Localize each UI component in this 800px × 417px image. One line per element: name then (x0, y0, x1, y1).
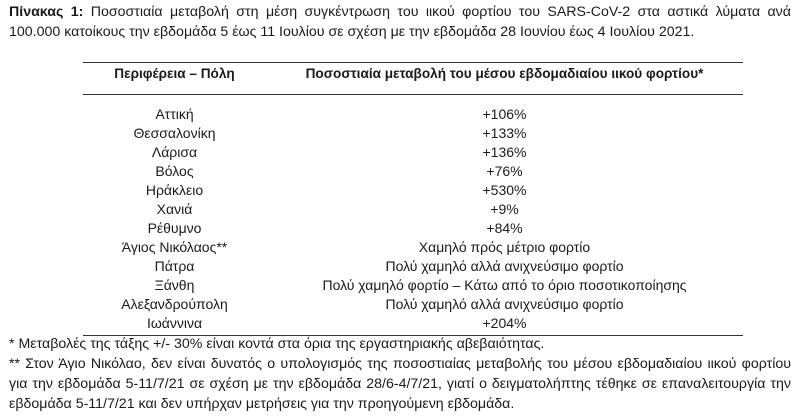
table-row (83, 276, 743, 295)
cell-region: Ιωάννινα (146, 315, 203, 331)
table-row (83, 238, 743, 257)
footnote-1: * Μεταβολές της τάξης +/- 30% είναι κοντά στα όρια της εργαστηριακής αβεβαιότητας. (9, 336, 545, 352)
cell-region: Ρέθυμνο (147, 220, 202, 236)
table-row (83, 200, 743, 219)
cell-change: Πολύ χαμηλό αλλά ανιχνεύσιμο φορτίο (385, 258, 624, 274)
cell-region: Αλεξανδρούπολη (121, 296, 228, 312)
cell-region: Ξάνθη (154, 277, 195, 293)
table-row (83, 257, 743, 276)
cell-change: Πολύ χαμηλό φορτίο – Κάτω από το όριο ποσοτικοποίησης (322, 277, 687, 293)
table-body (83, 95, 743, 333)
cell-change: +9% (490, 201, 519, 217)
results-table (83, 62, 743, 336)
table-header-row (83, 63, 743, 93)
table-row (83, 162, 743, 181)
table-caption (9, 2, 791, 42)
cell-region: Πάτρα (154, 258, 195, 274)
cell-region: Βόλος (155, 163, 194, 179)
cell-change: Χαμηλό πρός μέτριο φορτίο (418, 239, 591, 255)
cell-change: Πολύ χαμηλό αλλά ανιχνεύσιμο φορτίο (385, 296, 624, 312)
caption-label: Πίνακας 1: (9, 4, 84, 20)
cell-region: Θεσσαλονίκη (133, 125, 216, 141)
cell-region: Αττική (155, 106, 194, 122)
cell-change: +133% (482, 125, 527, 141)
cell-region: Χανιά (156, 201, 193, 217)
table-row (83, 124, 743, 143)
cell-change: +106% (482, 106, 527, 122)
header-region: Περιφέρεια – Πόλη (114, 66, 235, 81)
cell-change: +76% (486, 163, 523, 179)
cell-change: +204% (482, 315, 527, 331)
header-change: Ποσοστιαία μεταβολή του μέσου εβδομαδιαίου ιικού φορτίου* (305, 66, 704, 81)
cell-region: Άγιος Νικόλαος** (121, 239, 228, 255)
table-row (83, 105, 743, 124)
table-row (83, 219, 743, 238)
footnote-2: ** Στον Άγιο Νικόλαο, δεν είναι δυνατός ο υπολογισμός της ποσοστιαίας μεταβολής του μέσου εβδομαδιαίου ιικού φορτίου για την εβδομάδα 5-11/7/21 σε σχέση με την εβδομάδα 28/6-4/7/21, γιατί ο δειγματολήπτης τέθηκε σε επαναλειτουργία την εβδομάδα 5-11/7/21 και δεν υπήρχαν μετρήσεις για την προηγούμενη εβδομάδα. (9, 356, 791, 412)
table-row (83, 295, 743, 314)
footnotes (9, 334, 791, 414)
cell-region: Ηράκλειο (145, 182, 204, 198)
cell-change: +84% (486, 220, 523, 236)
cell-change: +530% (482, 182, 527, 198)
table-row (83, 314, 743, 333)
cell-change: +136% (482, 144, 527, 160)
table-row (83, 143, 743, 162)
table-row (83, 181, 743, 200)
cell-region: Λάρισα (151, 144, 198, 160)
caption-text: Ποσοστιαία μεταβολή στη μέση συγκέντρωση του ιικού φορτίου του SARS-CoV-2 στα αστικά λύματα ανά 100.000 κατοίκους την εβδομάδα 5 έως 11 Ιουλίου σε σχέση με την εβδομάδα 28 Ιουνίου έως 4 Ιουλίου 2021. (9, 4, 791, 40)
